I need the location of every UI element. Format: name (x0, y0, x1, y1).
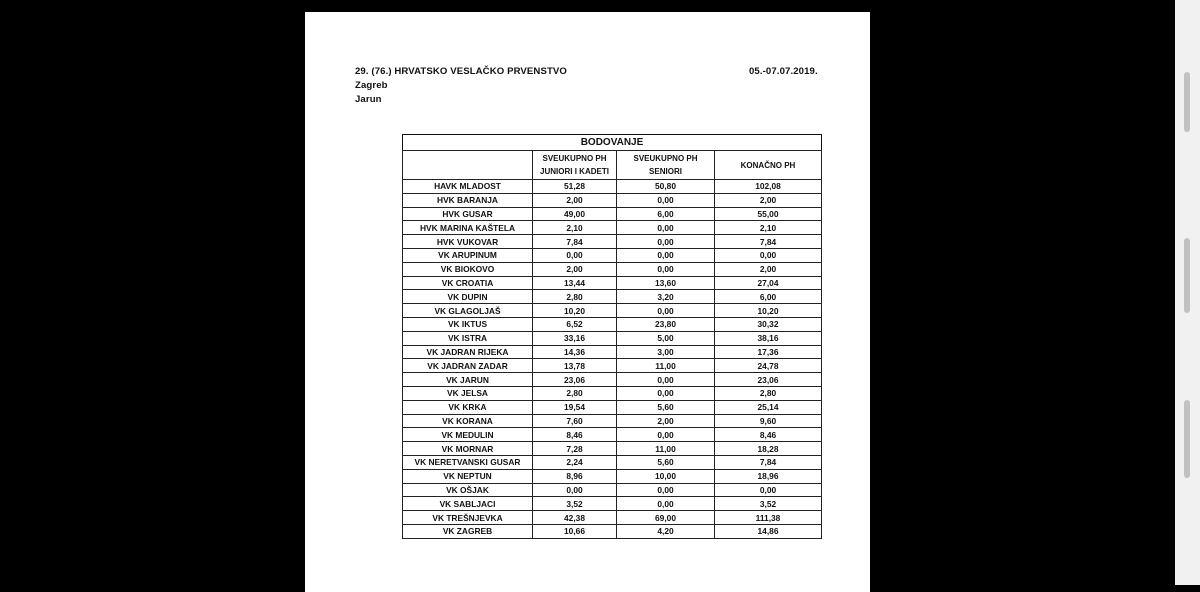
juniors-cadets-points-cell: 7,28 (533, 442, 617, 456)
table-row (403, 359, 822, 373)
final-points-cell: 24,78 (715, 359, 822, 373)
club-name-cell: VK DUPIN (403, 290, 533, 304)
seniors-points-cell: 6,00 (617, 207, 715, 221)
scrollbar-thumb-upper[interactable] (1184, 72, 1190, 132)
final-points-cell: 0,00 (715, 483, 822, 497)
table-row (403, 469, 822, 483)
final-points-cell: 25,14 (715, 400, 822, 414)
final-points-cell: 6,00 (715, 290, 822, 304)
event-date: 05.-07.07.2019. (749, 66, 818, 77)
seniors-points-cell: 3,20 (617, 290, 715, 304)
juniors-cadets-points-cell: 2,10 (533, 221, 617, 235)
juniors-cadets-points-cell: 51,28 (533, 180, 617, 194)
juniors-cadets-points-cell: 49,00 (533, 207, 617, 221)
final-points-cell: 2,00 (715, 193, 822, 207)
club-name-cell: VK ISTRA (403, 331, 533, 345)
juniors-cadets-points-cell: 6,52 (533, 317, 617, 331)
seniors-points-cell: 3,00 (617, 345, 715, 359)
final-points-cell: 9,60 (715, 414, 822, 428)
club-name-cell: VK ARUPINUM (403, 248, 533, 262)
event-city: Zagreb (355, 80, 388, 91)
final-points-cell: 2,00 (715, 262, 822, 276)
table-row (403, 497, 822, 511)
table-row (403, 455, 822, 469)
club-name-cell: VK BIOKOVO (403, 262, 533, 276)
club-name-cell: VK ZAGREB (403, 524, 533, 538)
club-name-cell: VK JADRAN ZADAR (403, 359, 533, 373)
seniors-points-cell: 23,80 (617, 317, 715, 331)
document-page (305, 12, 870, 592)
seniors-points-cell: 5,00 (617, 331, 715, 345)
table-row (403, 235, 822, 249)
final-points-cell: 8,46 (715, 428, 822, 442)
final-points-cell: 27,04 (715, 276, 822, 290)
juniors-cadets-points-cell: 2,80 (533, 290, 617, 304)
seniors-points-cell: 0,00 (617, 248, 715, 262)
juniors-cadets-points-cell: 13,78 (533, 359, 617, 373)
table-row (403, 345, 822, 359)
juniors-cadets-points-cell: 10,66 (533, 524, 617, 538)
juniors-cadets-points-cell: 2,00 (533, 262, 617, 276)
seniors-points-cell: 11,00 (617, 359, 715, 373)
final-points-cell: 7,84 (715, 455, 822, 469)
club-name-cell: VK CROATIA (403, 276, 533, 290)
scrollbar-thumb-middle[interactable] (1184, 238, 1190, 313)
juniors-cadets-points-cell: 0,00 (533, 248, 617, 262)
juniors-cadets-points-cell: 42,38 (533, 511, 617, 525)
table-row (403, 524, 822, 538)
final-points-cell: 55,00 (715, 207, 822, 221)
scoring-table (402, 134, 822, 539)
seniors-points-cell: 5,60 (617, 400, 715, 414)
juniors-cadets-points-cell: 3,52 (533, 497, 617, 511)
table-row (403, 483, 822, 497)
club-name-cell: HVK VUKOVAR (403, 235, 533, 249)
seniors-points-cell: 10,00 (617, 469, 715, 483)
club-name-cell: VK MEDULIN (403, 428, 533, 442)
juniors-cadets-points-cell: 2,80 (533, 386, 617, 400)
table-row (403, 414, 822, 428)
seniors-points-cell: 4,20 (617, 524, 715, 538)
table-row (403, 276, 822, 290)
seniors-points-cell: 0,00 (617, 304, 715, 318)
seniors-points-cell: 0,00 (617, 262, 715, 276)
final-points-cell: 0,00 (715, 248, 822, 262)
seniors-points-cell: 0,00 (617, 386, 715, 400)
column-header-juniors-cadets: SVEUKUPNO PH JUNIORI I KADETI (533, 151, 617, 180)
club-name-cell: HVK BARANJA (403, 193, 533, 207)
seniors-points-cell: 0,00 (617, 428, 715, 442)
table-row (403, 317, 822, 331)
juniors-cadets-points-cell: 7,60 (533, 414, 617, 428)
final-points-cell: 3,52 (715, 497, 822, 511)
table-header-row (403, 151, 822, 180)
table-row (403, 207, 822, 221)
juniors-cadets-points-cell: 7,84 (533, 235, 617, 249)
final-points-cell: 102,08 (715, 180, 822, 194)
club-name-cell: VK JARUN (403, 373, 533, 387)
club-name-cell: VK GLAGOLJAŠ (403, 304, 533, 318)
table-row (403, 511, 822, 525)
juniors-cadets-points-cell: 14,36 (533, 345, 617, 359)
club-name-cell: VK JELSA (403, 386, 533, 400)
final-points-cell: 18,96 (715, 469, 822, 483)
seniors-points-cell: 50,80 (617, 180, 715, 194)
final-points-cell: 14,86 (715, 524, 822, 538)
juniors-cadets-points-cell: 19,54 (533, 400, 617, 414)
club-name-cell: VK NEPTUN (403, 469, 533, 483)
viewer-backdrop-right (870, 0, 1175, 585)
final-points-cell: 38,16 (715, 331, 822, 345)
seniors-points-cell: 0,00 (617, 235, 715, 249)
club-name-cell: VK SABLJACI (403, 497, 533, 511)
final-points-cell: 23,06 (715, 373, 822, 387)
table-row (403, 248, 822, 262)
seniors-points-cell: 11,00 (617, 442, 715, 456)
table-title: BODOVANJE (403, 135, 822, 151)
table-row (403, 180, 822, 194)
scrollbar-thumb-lower[interactable] (1184, 400, 1190, 478)
club-name-cell: VK KRKA (403, 400, 533, 414)
column-header-seniors: SVEUKUPNO PH SENIORI (617, 151, 715, 180)
seniors-points-cell: 5,60 (617, 455, 715, 469)
seniors-points-cell: 0,00 (617, 497, 715, 511)
seniors-points-cell: 0,00 (617, 221, 715, 235)
final-points-cell: 2,10 (715, 221, 822, 235)
final-points-cell: 17,36 (715, 345, 822, 359)
table-row (403, 290, 822, 304)
juniors-cadets-points-cell: 2,24 (533, 455, 617, 469)
club-name-cell: HAVK MLADOST (403, 180, 533, 194)
seniors-points-cell: 69,00 (617, 511, 715, 525)
seniors-points-cell: 0,00 (617, 193, 715, 207)
event-venue: Jarun (355, 94, 382, 105)
club-name-cell: VK MORNAR (403, 442, 533, 456)
table-row (403, 428, 822, 442)
club-name-cell: HVK MARINA KAŠTELA (403, 221, 533, 235)
table-row (403, 221, 822, 235)
final-points-cell: 111,38 (715, 511, 822, 525)
seniors-points-cell: 0,00 (617, 373, 715, 387)
table-row (403, 400, 822, 414)
viewer-backdrop-left (0, 0, 305, 585)
table-row (403, 262, 822, 276)
column-header-final: KONAČNO PH (715, 151, 822, 180)
seniors-points-cell: 13,60 (617, 276, 715, 290)
juniors-cadets-points-cell: 10,20 (533, 304, 617, 318)
final-points-cell: 7,84 (715, 235, 822, 249)
table-row (403, 193, 822, 207)
column-header-club (403, 151, 533, 180)
final-points-cell: 2,80 (715, 386, 822, 400)
club-name-cell: VK IKTUS (403, 317, 533, 331)
club-name-cell: VK OŠJAK (403, 483, 533, 497)
juniors-cadets-points-cell: 8,46 (533, 428, 617, 442)
table-row (403, 304, 822, 318)
final-points-cell: 10,20 (715, 304, 822, 318)
final-points-cell: 18,28 (715, 442, 822, 456)
juniors-cadets-points-cell: 33,16 (533, 331, 617, 345)
table-row (403, 442, 822, 456)
club-name-cell: HVK GUSAR (403, 207, 533, 221)
event-title: 29. (76.) HRVATSKO VESLAČKO PRVENSTVO (355, 66, 567, 77)
club-name-cell: VK KORANA (403, 414, 533, 428)
juniors-cadets-points-cell: 8,96 (533, 469, 617, 483)
seniors-points-cell: 2,00 (617, 414, 715, 428)
table-title-row (403, 135, 822, 151)
club-name-cell: VK NERETVANSKI GUSAR (403, 455, 533, 469)
seniors-points-cell: 0,00 (617, 483, 715, 497)
table-row (403, 373, 822, 387)
juniors-cadets-points-cell: 23,06 (533, 373, 617, 387)
juniors-cadets-points-cell: 2,00 (533, 193, 617, 207)
club-name-cell: VK TREŠNJEVKA (403, 511, 533, 525)
table-row (403, 386, 822, 400)
juniors-cadets-points-cell: 13,44 (533, 276, 617, 290)
club-name-cell: VK JADRAN RIJEKA (403, 345, 533, 359)
final-points-cell: 30,32 (715, 317, 822, 331)
juniors-cadets-points-cell: 0,00 (533, 483, 617, 497)
table-row (403, 331, 822, 345)
